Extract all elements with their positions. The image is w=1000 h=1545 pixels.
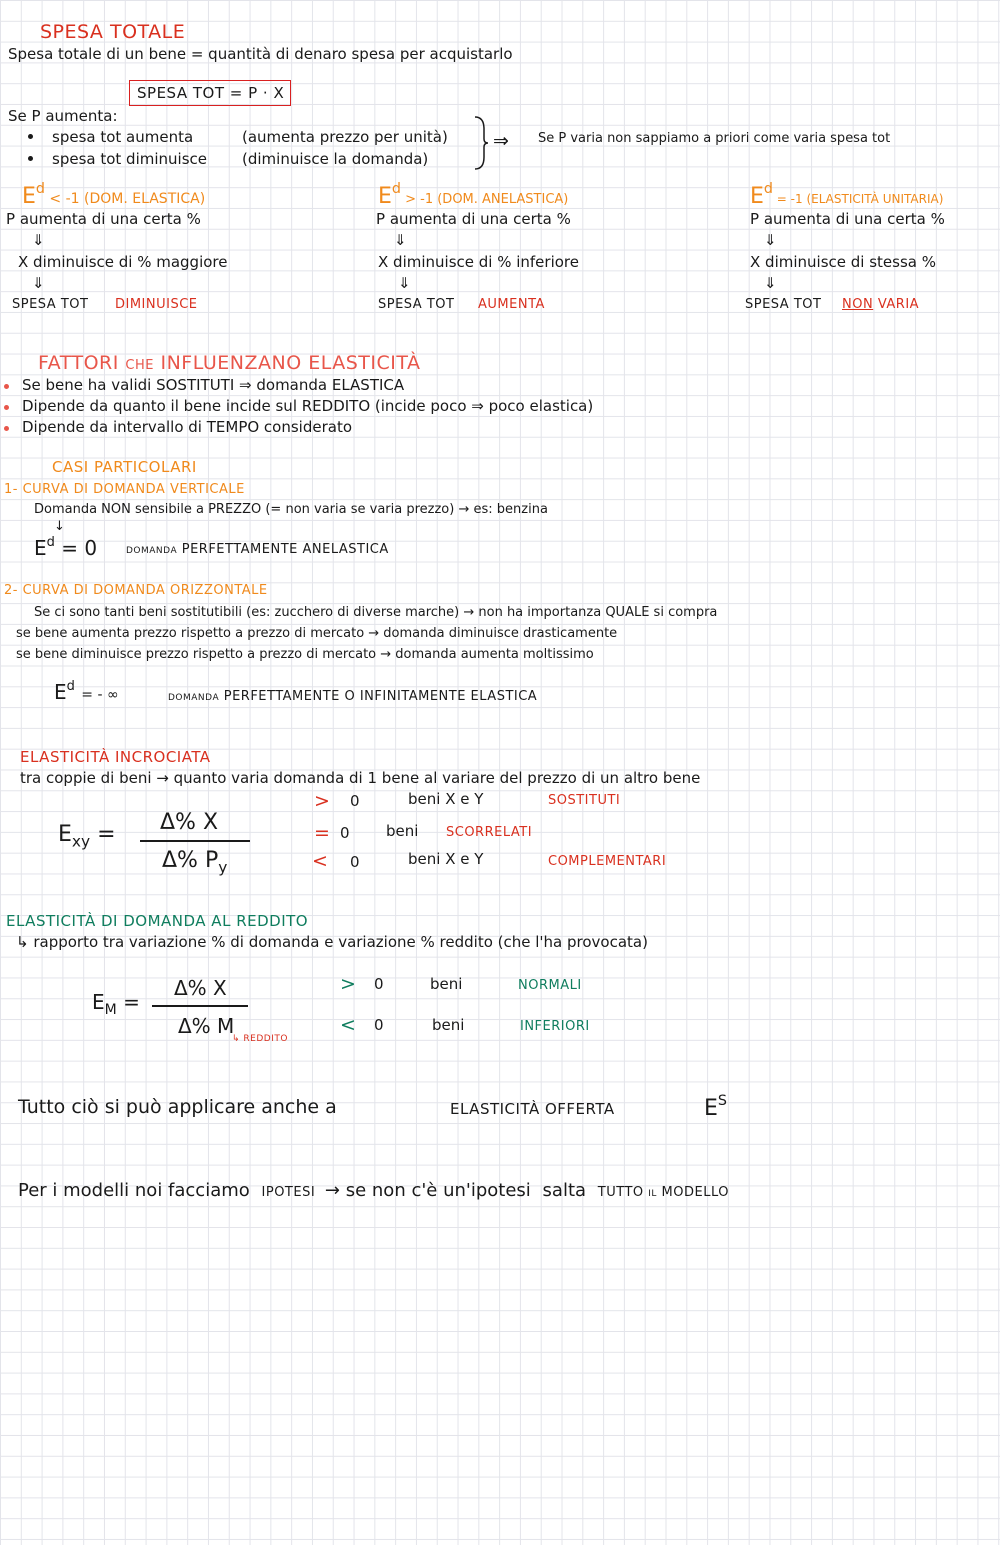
down-arrow-icon: ⇓: [764, 231, 777, 249]
row-text: beni: [430, 975, 463, 993]
spesa-definition: Spesa totale di un bene = quantità di denaro spesa per acquistarlo: [8, 45, 513, 63]
down-arrow-icon: ⇓: [394, 231, 407, 249]
label-normali: NORMALI: [518, 978, 582, 993]
incrociata-denominator: Δ% $P_y$: [162, 848, 228, 877]
offerta-symbol: $E^S$: [704, 1093, 727, 1121]
case-unitaria-line1: P aumenta di una certa %: [750, 210, 945, 228]
fattore-sostituti: Se bene ha validi SOSTITUTI ⇒ domanda ELASTICA: [22, 376, 405, 394]
row-text: beni X e Y: [408, 790, 484, 808]
section-title-casi-particolari: CASI PARTICOLARI: [52, 458, 197, 476]
incrociata-lhs: $E_{xy}$ =: [58, 822, 116, 851]
bullet-dot: [4, 384, 9, 389]
fraction-line: [140, 840, 250, 842]
bullet-dot: [4, 426, 9, 431]
case-unitaria-result-non: NON: [842, 297, 874, 312]
caso-2-title: 2- CURVA DI DOMANDA ORIZZONTALE: [4, 583, 268, 598]
incrociata-desc: tra coppie di beni → quanto varia domanda di 1 bene al variare del prezzo di un altro bene: [20, 769, 701, 787]
case-anelastica-heading: $E^d > -1$ (DOM. ANELASTICA): [378, 181, 569, 209]
case-anelastica-result-label: SPESA TOT: [378, 297, 455, 312]
down-arrow-icon: ⇓: [32, 274, 45, 292]
case-elastica-line1: P aumenta di una certa %: [6, 210, 201, 228]
zero-value: 0: [374, 1016, 384, 1034]
sign-greater: >: [340, 973, 356, 995]
reddito-note: ↳ REDDITO: [232, 1034, 288, 1044]
reddito-lhs: $E_M$ =: [92, 990, 140, 1018]
offerta-label: ELASTICITÀ OFFERTA: [450, 1100, 615, 1118]
caso-2-equation: $E^d$ = - ∞: [54, 679, 119, 705]
row-text: beni: [386, 822, 419, 840]
reddito-denominator: Δ% M: [178, 1014, 235, 1038]
bullet-dot: [4, 405, 9, 410]
row-text: beni: [432, 1016, 465, 1034]
reddito-desc: ↳ rapporto tra variazione % di domanda e variazione % reddito (che l'ha provocata): [16, 933, 648, 951]
caso-2-desc: domanda PERFETTAMENTE O INFINITAMENTE ELASTICA: [168, 689, 538, 704]
zero-value: 0: [350, 853, 360, 871]
case-unitaria-line2: X diminuisce di stessa %: [750, 253, 936, 271]
case-elastica-line2: X diminuisce di % maggiore: [18, 253, 228, 271]
section-title-reddito: ELASTICITÀ DI DOMANDA AL REDDITO: [6, 912, 309, 930]
bullet-dot: [28, 134, 33, 139]
label-complementari: COMPLEMENTARI: [548, 854, 667, 869]
section-title-spesa-totale: SPESA TOTALE: [40, 21, 186, 43]
formula-spesa-tot: SPESA TOT = P · X: [137, 84, 285, 102]
sign-less: <: [340, 1014, 356, 1036]
case-unitaria-result: [842, 298, 919, 311]
case-elastica-result-label: SPESA TOT: [12, 297, 89, 312]
zero-value: 0: [340, 824, 350, 842]
reason-prezzo-unita: (aumenta prezzo per unità): [242, 128, 448, 146]
bullet-spesa-aumenta: spesa tot aumenta: [52, 128, 194, 146]
case-unitaria-heading: $E^d = -1$ (ELASTICITÀ UNITARIA): [750, 181, 944, 209]
sign-greater: >: [314, 790, 330, 812]
section-title-fattori: FATTORI che INFLUENZANO ELASTICITÀ: [38, 352, 421, 374]
if-p-up-label: Se P aumenta:: [8, 107, 118, 125]
case-anelastica-line2: X diminuisce di % inferiore: [378, 253, 579, 271]
case-elastica-heading: $E^d < -1$ (DOM. ELASTICA): [22, 181, 206, 209]
spesa-conclusion: Se P varia non sappiamo a priori come varia spesa tot: [538, 131, 891, 146]
incrociata-numerator: Δ% X: [160, 810, 219, 835]
caso-1-line: Domanda NON sensibile a PREZZO (= non varia se varia prezzo) → es: benzina: [34, 502, 548, 517]
down-arrow-icon: ⇓: [398, 274, 411, 292]
case-anelastica-line1: P aumenta di una certa %: [376, 210, 571, 228]
label-inferiori: INFERIORI: [520, 1019, 590, 1034]
bullet-dot: [28, 156, 33, 161]
case-unitaria-result-label: SPESA TOT: [745, 297, 822, 312]
down-arrow-icon: ⇓: [764, 274, 777, 292]
right-brace-icon: [472, 115, 490, 171]
modelli-sentence: Per i modelli noi facciamo IPOTESI → se non c'è un'ipotesi salta TUTTO il MODELLO: [18, 1180, 729, 1201]
offerta-text: Tutto ciò si può applicare anche a: [18, 1096, 337, 1118]
reason-diminuisce-domanda: (diminuisce la domanda): [242, 150, 429, 168]
caso-1-equation: $E^d = 0$: [34, 535, 98, 561]
case-anelastica-result: AUMENTA: [478, 297, 545, 312]
section-title-incrociata: ELASTICITÀ INCROCIATA: [20, 748, 211, 766]
row-text: beni X e Y: [408, 850, 484, 868]
sign-less: <: [312, 850, 328, 872]
caso-1-desc: domanda PERFETTAMENTE ANELASTICA: [126, 542, 389, 557]
fattore-tempo: Dipende da intervallo di TEMPO considerato: [22, 418, 353, 436]
fattore-reddito: Dipende da quanto il bene incide sul REDDITO (incide poco ⇒ poco elastica): [22, 397, 594, 415]
zero-value: 0: [374, 975, 384, 993]
label-sostituti: SOSTITUTI: [548, 793, 621, 808]
case-unitaria-result-varia: VARIA: [877, 297, 920, 312]
down-arrow-icon: ↓: [54, 519, 65, 534]
zero-value: 0: [350, 792, 360, 810]
sign-equal: =: [314, 822, 330, 844]
caso-2-line3: se bene diminuisce prezzo rispetto a prezzo di mercato → domanda aumenta moltissimo: [16, 647, 594, 662]
label-scorrelati: SCORRELATI: [446, 825, 533, 840]
case-elastica-result: DIMINUISCE: [115, 297, 198, 312]
down-arrow-icon: ⇓: [32, 231, 45, 249]
caso-2-line2: se bene aumenta prezzo rispetto a prezzo di mercato → domanda diminuisce drasticamente: [16, 626, 618, 641]
fraction-line: [152, 1005, 248, 1007]
caso-1-title: 1- CURVA DI DOMANDA VERTICALE: [4, 482, 245, 497]
caso-2-line1: Se ci sono tanti beni sostitutibili (es: zucchero di diverse marche) → non ha importanza QUALE si compra: [34, 605, 718, 620]
reddito-numerator: Δ% X: [174, 976, 227, 1000]
implies-arrow-icon: ⇒: [493, 130, 509, 152]
bullet-spesa-diminuisce: spesa tot diminuisce: [52, 150, 207, 168]
